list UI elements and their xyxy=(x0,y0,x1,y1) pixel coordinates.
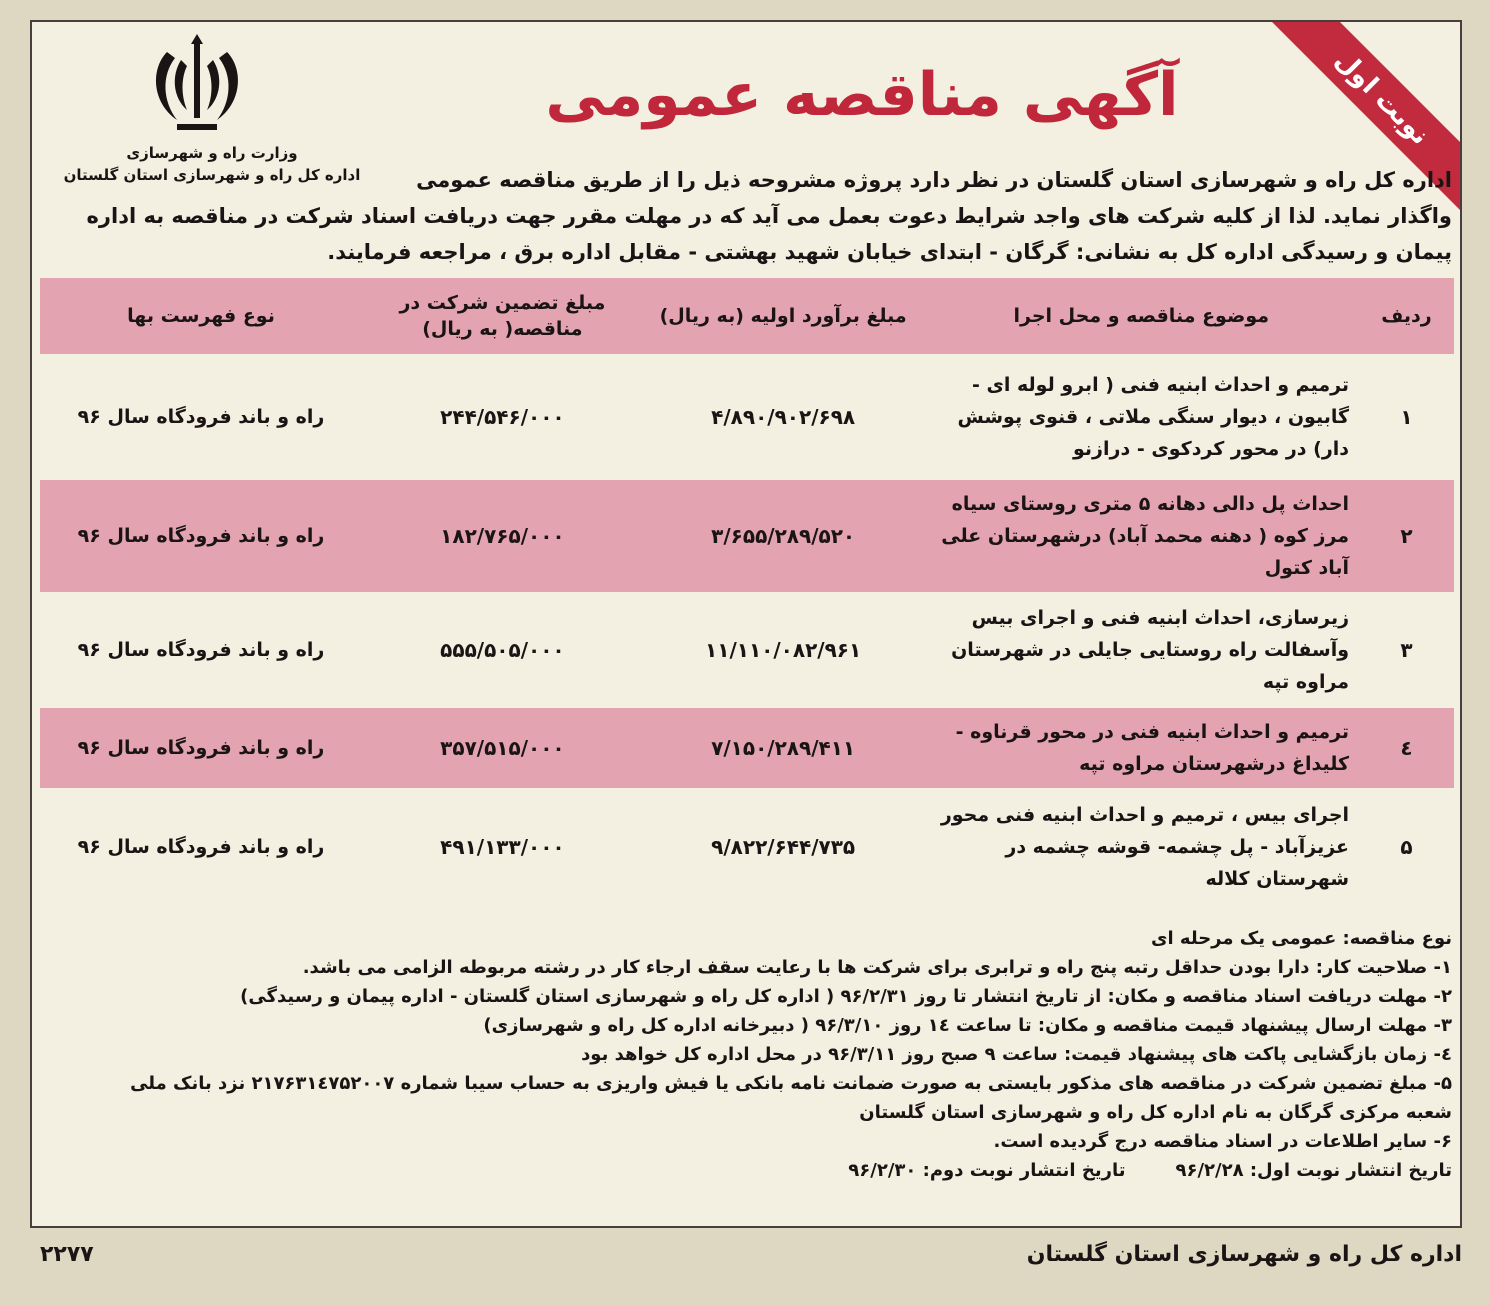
row-price-list: راه و باند فرودگاه سال ۹۶ xyxy=(40,708,362,788)
header-price-list: نوع فهرست بها xyxy=(40,278,362,354)
row-estimate: ۹/۸۲۲/۶۴۴/۷۳۵ xyxy=(643,792,924,902)
first-round-ribbon: نوبت اول xyxy=(1259,20,1462,221)
table-row xyxy=(40,792,1454,902)
row-number: ۱ xyxy=(1359,358,1454,476)
row-number: ۳ xyxy=(1359,596,1454,704)
table-row xyxy=(40,480,1454,592)
condition-item: ۲- مهلت دریافت اسناد مناقصه و مکان: از تاریخ انتشار تا روز ۹۶/۲/۳۱ ( اداره کل راه و شهرسازی استان گلستان - اداره پیمان و رسیدگی) xyxy=(240,986,1452,1007)
ministry-name: وزارت راه و شهرسازی xyxy=(126,144,298,162)
second-publication-date: تاریخ انتشار نوبت دوم: ۹۶/۲/۳۰ xyxy=(848,1160,1126,1181)
condition-item: ۶- سایر اطلاعات در اسناد مناقصه درج گردیده است. xyxy=(993,1131,1452,1152)
row-subject: زیرسازی، احداث ابنیه فنی و اجرای بیس وآسفالت راه روستایی جایلی در شهرستان مراوه تپه xyxy=(924,596,1360,704)
row-price-list: راه و باند فرودگاه سال ۹۶ xyxy=(40,358,362,476)
notice-title: آگهی مناقصه عمومی xyxy=(545,60,1179,130)
row-guarantee: ۴۹۱/۱۳۳/۰۰۰ xyxy=(362,792,643,902)
table-header-row xyxy=(40,278,1454,354)
ad-code: ۲۲۷۷ xyxy=(40,1242,94,1267)
row-guarantee: ۵۵۵/۵۰۵/۰۰۰ xyxy=(362,596,643,704)
condition-item: ٤- زمان بازگشایی پاکت های پیشنهاد قیمت: ساعت ۹ صبح روز ۹۶/۳/۱۱ در محل اداره کل خواهد بود xyxy=(581,1044,1452,1065)
row-price-list: راه و باند فرودگاه سال ۹۶ xyxy=(40,480,362,592)
row-estimate: ۳/۶۵۵/۲۸۹/۵۲۰ xyxy=(643,480,924,592)
table-row xyxy=(40,596,1454,704)
intro-line: پیمان و رسیدگی اداره کل به نشانی: گرگان - ابتدای خیابان شهید بهشتی - مقابل اداره برق ، مراجعه فرمایند. xyxy=(327,240,1452,264)
row-estimate: ۴/۸۹۰/۹۰۲/۶۹۸ xyxy=(643,358,924,476)
row-subject: احداث پل دالی دهانه ۵ متری روستای سیاه مرز کوه ( دهنه محمد آباد) درشهرستان علی آباد کتول xyxy=(924,480,1360,592)
intro-line: اداره کل راه و شهرسازی استان گلستان در نظر دارد پروژه مشروحه ذیل را از طریق مناقصه عمومی xyxy=(416,168,1452,192)
intro-line: واگذار نماید. لذا از کلیه شرکت های واجد شرایط دعوت بعمل می آید که در مهلت مقرر جهت دریافت اسناد شرکت در مناقصه به اداره xyxy=(86,204,1452,228)
table-row xyxy=(40,708,1454,788)
header-guarantee: مبلغ تضمین شرکت در مناقصه( به ریال) xyxy=(362,278,643,354)
condition-item: ۱- صلاحیت کار: دارا بودن حداقل رتبه پنج راه و ترابری برای شرکت ها با رعایت سقف ارجاء کار در رشته مربوطه الزامی می باشد. xyxy=(302,957,1452,978)
iran-emblem-icon xyxy=(147,32,247,140)
row-number: ٤ xyxy=(1359,708,1454,788)
row-number: ۲ xyxy=(1359,480,1454,592)
notice-frame xyxy=(30,20,1462,1228)
publication-dates xyxy=(42,1156,1452,1185)
row-price-list: راه و باند فرودگاه سال ۹۶ xyxy=(40,792,362,902)
tender-table xyxy=(40,274,1454,906)
table-row xyxy=(40,358,1454,476)
tender-type: نوع مناقصه: عمومی یک مرحله ای xyxy=(1151,928,1452,949)
condition-item: شعبه مرکزی گرگان به نام اداره کل راه و شهرسازی استان گلستان xyxy=(859,1102,1452,1123)
row-subject: ترمیم و احداث ابنیه فنی در محور قرناوه - کلیداغ درشهرستان مراوه تپه xyxy=(924,708,1360,788)
first-publication-date: تاریخ انتشار نوبت اول: ۹۶/۲/۲۸ xyxy=(1175,1160,1452,1181)
row-guarantee: ۳۵۷/۵۱۵/۰۰۰ xyxy=(362,708,643,788)
conditions-list xyxy=(42,924,1452,1185)
condition-item: ۵- مبلغ تضمین شرکت در مناقصه های مذکور بایستی به صورت ضمانت نامه بانکی یا فیش واریزی به حساب سیبا شماره ۲۱۷۶۳۱٤۷۵۲۰۰۷ نزد بانک ملی xyxy=(130,1073,1452,1094)
header-subject: موضوع مناقصه و محل اجرا xyxy=(924,278,1360,354)
footer-organization: اداره کل راه و شهرسازی استان گلستان xyxy=(1026,1242,1462,1267)
department-name: اداره کل راه و شهرسازی استان گلستان xyxy=(63,166,361,184)
condition-item: ۳- مهلت ارسال پیشنهاد قیمت مناقصه و مکان: تا ساعت ١٤ روز ۹۶/۳/۱۰ ( دبیرخانه اداره کل راه و شهرسازی) xyxy=(483,1015,1452,1036)
intro-paragraph xyxy=(42,162,1452,270)
row-guarantee: ۱۸۲/۷۶۵/۰۰۰ xyxy=(362,480,643,592)
row-subject: ترمیم و احداث ابنیه فنی ( ابرو لوله ای - گابیون ، دیوار سنگی ملاتی ، قنوی پوشش دار) در محور کردکوی - درازنو xyxy=(924,358,1360,476)
row-number: ۵ xyxy=(1359,792,1454,902)
header-row-number: ردیف xyxy=(1359,278,1454,354)
row-price-list: راه و باند فرودگاه سال ۹۶ xyxy=(40,596,362,704)
row-estimate: ۱۱/۱۱۰/۰۸۲/۹۶۱ xyxy=(643,596,924,704)
row-subject: اجرای بیس ، ترمیم و احداث ابنیه فنی محور عزیزآباد - پل چشمه- قوشه چشمه در شهرستان کلاله xyxy=(924,792,1360,902)
row-estimate: ۷/۱۵۰/۲۸۹/۴۱۱ xyxy=(643,708,924,788)
header-estimate: مبلغ برآورد اولیه (به ریال) xyxy=(643,278,924,354)
row-guarantee: ۲۴۴/۵۴۶/۰۰۰ xyxy=(362,358,643,476)
